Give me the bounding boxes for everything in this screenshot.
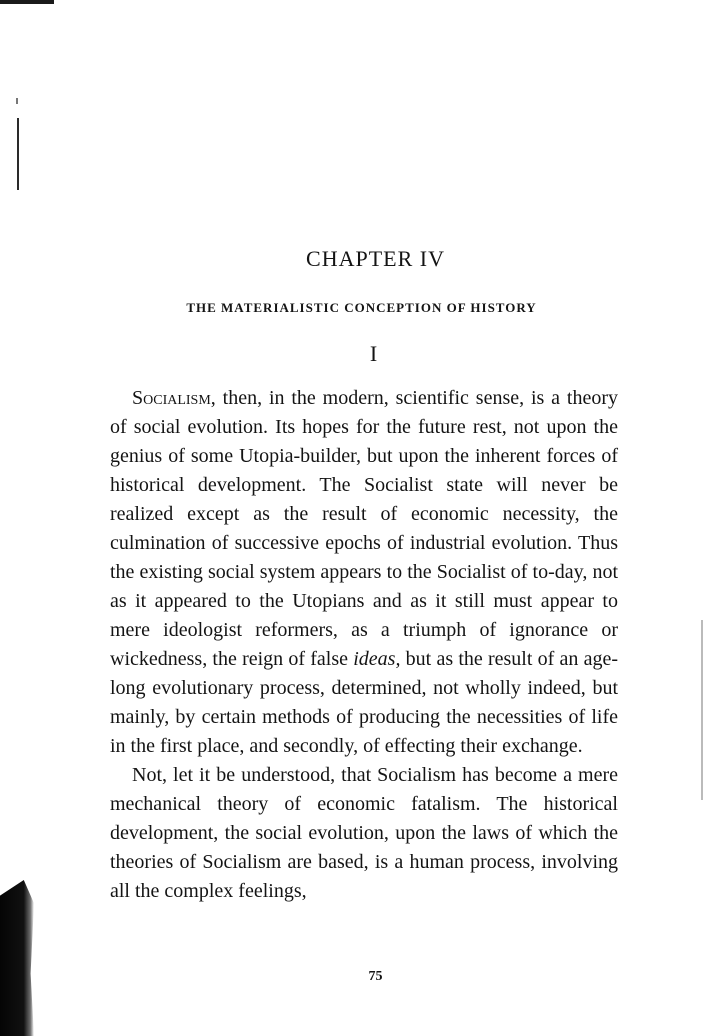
section-number: I xyxy=(369,341,378,366)
chapter-subtitle: THE MATERIALISTIC CONCEPTION OF HISTORY xyxy=(186,300,537,315)
chapter-title: CHAPTER IV xyxy=(306,246,445,271)
paragraph-1-tail: but as the result of an age-long evolutionary process, determined, not wholly indeed, but mainly, by certain methods of producing the necessities of life in the first place, and secondly, of effecting their exchange. xyxy=(110,648,619,757)
page-number: 75 xyxy=(368,969,383,984)
scan-artifact-top xyxy=(0,0,54,4)
paragraph-2 xyxy=(110,761,618,906)
lead-word: Socialism xyxy=(132,387,211,409)
paragraph-1 xyxy=(110,384,618,761)
paragraph-2-text: Not, let it be understood, that Socialism has become a mere mechanical theory of economic fatalism. The historical development, the social evolution, upon the laws of which the theories of Socialism are based, is a human process, involving all the complex feelings, xyxy=(110,764,618,902)
body-text xyxy=(110,384,618,906)
scan-artifact-left-line xyxy=(17,118,19,190)
scan-artifact-dot xyxy=(16,98,18,104)
emphasis-word: ideas, xyxy=(353,648,401,670)
paragraph-1-text: , then, in the modern, scientific sense, is a theory of social evolution. Its hopes for the future rest, not upon the genius of some Utopia-builder, but upon the inherent forces of historical development. The Socialist state will never be realized except as the result of economic necessity, the culmination of successive epochs of industrial evolution. Thus the existing social system appears to the Socialist of to-day, not as it appeared to the Utopians and as it still must appear to mere ideologist reformers, as a triumph of ignorance or wickedness, the reign of false xyxy=(110,387,618,670)
scan-artifact-binding-shadow xyxy=(0,880,34,1036)
